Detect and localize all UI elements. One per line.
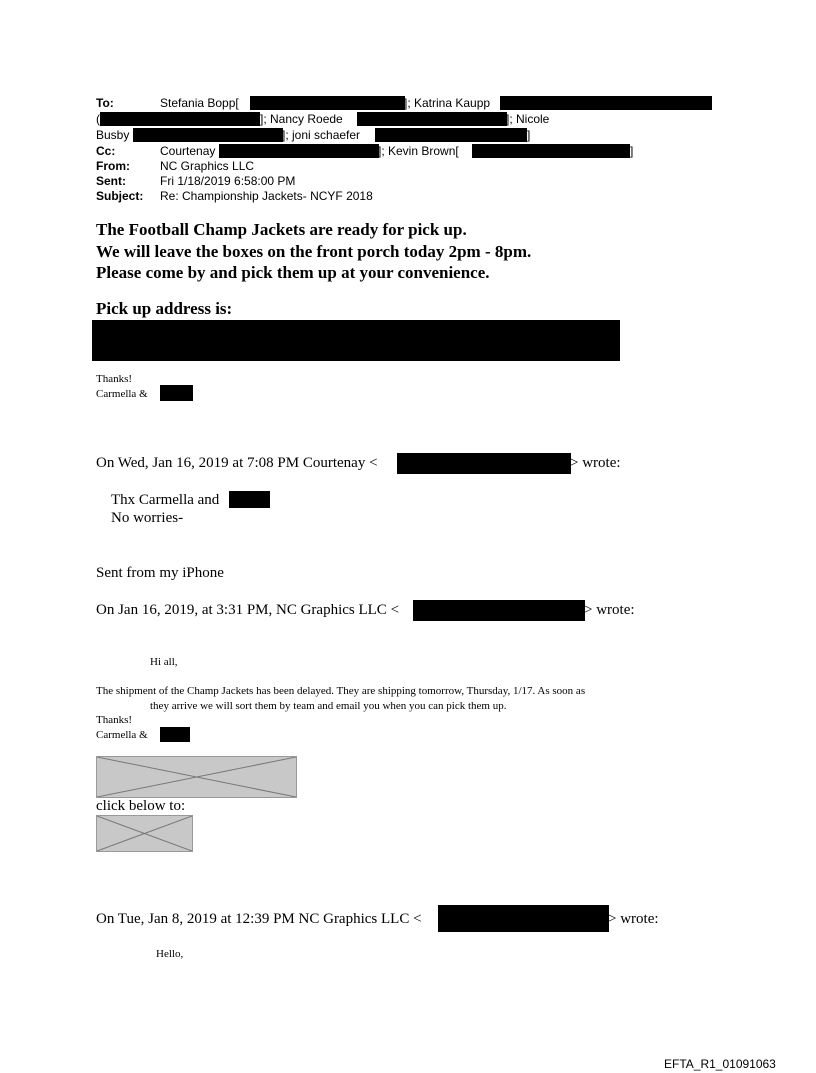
cc-recipient-1: Courtenay bbox=[160, 144, 216, 158]
redaction-box bbox=[160, 385, 193, 401]
thanks-text: Thanks! bbox=[96, 373, 133, 385]
broken-image-icon bbox=[96, 756, 297, 798]
redaction-box bbox=[438, 905, 609, 932]
sent-from-text: Sent from my iPhone bbox=[96, 565, 224, 581]
subject-label: Subject: bbox=[96, 189, 144, 203]
reply-2-signoff: Carmella & bbox=[96, 729, 148, 741]
to-recipient-5: ]; joni schaefer bbox=[282, 128, 361, 142]
reply-1-intro: On Wed, Jan 16, 2019 at 7:08 PM Courtenay < bbox=[96, 455, 378, 471]
redaction-box bbox=[500, 96, 712, 110]
to-recipient-3: ]; Nancy Roede bbox=[260, 112, 343, 126]
redaction-box bbox=[397, 453, 571, 474]
subject-value: Re: Championship Jackets- NCYF 2018 bbox=[160, 189, 373, 203]
pickup-heading: Pick up address is: bbox=[96, 299, 233, 318]
to-label: To: bbox=[96, 96, 114, 110]
cc-recipient-2: ]; Kevin Brown[ bbox=[378, 144, 459, 158]
reply-2-greeting: Hi all, bbox=[150, 656, 178, 668]
redaction-box bbox=[160, 727, 190, 742]
reply-2-intro: On Jan 16, 2019, at 3:31 PM, NC Graphics LLC < bbox=[96, 602, 400, 618]
reply-1-line-2: No worries- bbox=[111, 510, 184, 526]
reply-3-greeting: Hello, bbox=[156, 948, 184, 960]
reply-1-wrote: > wrote: bbox=[570, 455, 621, 471]
redaction-box bbox=[229, 491, 270, 508]
reply-2-para-2: they arrive we will sort them by team and email you when you can pick them up. bbox=[150, 700, 507, 712]
reply-1-line-1: Thx Carmella and bbox=[111, 492, 220, 508]
redaction-box bbox=[100, 112, 260, 126]
to-end: ] bbox=[527, 128, 531, 142]
body-line-1: The Football Champ Jackets are ready for pick up. bbox=[96, 220, 467, 239]
redaction-box bbox=[357, 112, 507, 126]
to-recipient-4: ]; Nicole bbox=[506, 112, 550, 126]
signoff-text: Carmella & bbox=[96, 388, 148, 400]
body-line-3: Please come by and pick them up at your convenience. bbox=[96, 263, 490, 282]
redaction-box bbox=[219, 144, 379, 158]
redaction-box bbox=[413, 600, 585, 621]
redaction-box bbox=[472, 144, 630, 158]
reply-2-thanks: Thanks! bbox=[96, 714, 133, 726]
reply-2-wrote: > wrote: bbox=[584, 602, 635, 618]
to-paren: ( bbox=[96, 112, 100, 126]
from-value: NC Graphics LLC bbox=[160, 159, 255, 173]
redaction-box bbox=[375, 128, 527, 142]
reply-3-intro: On Tue, Jan 8, 2019 at 12:39 PM NC Graphics LLC < bbox=[96, 911, 422, 927]
cc-label: Cc: bbox=[96, 144, 116, 158]
document-id: EFTA_R1_01091063 bbox=[664, 1057, 776, 1071]
reply-3-wrote: > wrote: bbox=[608, 911, 659, 927]
to-recipient-4-cont: Busby bbox=[96, 128, 130, 142]
to-recipient-1: Stefania Bopp[ bbox=[160, 96, 239, 110]
redaction-box bbox=[92, 320, 620, 361]
cc-end: ] bbox=[630, 144, 634, 158]
to-recipient-2: ]; Katrina Kaupp bbox=[404, 96, 491, 110]
sent-label: Sent: bbox=[96, 174, 126, 188]
click-below-text: click below to: bbox=[96, 798, 186, 814]
redaction-box bbox=[133, 128, 283, 142]
body-line-2: We will leave the boxes on the front porch today 2pm - 8pm. bbox=[96, 242, 532, 261]
reply-2-para-1: The shipment of the Champ Jackets has been delayed. They are shipping tomorrow, Thursday, 1/17. As soon as bbox=[96, 685, 586, 697]
sent-value: Fri 1/18/2019 6:58:00 PM bbox=[160, 174, 296, 188]
broken-image-icon[interactable] bbox=[96, 815, 193, 852]
from-label: From: bbox=[96, 159, 130, 173]
redaction-box bbox=[250, 96, 405, 110]
